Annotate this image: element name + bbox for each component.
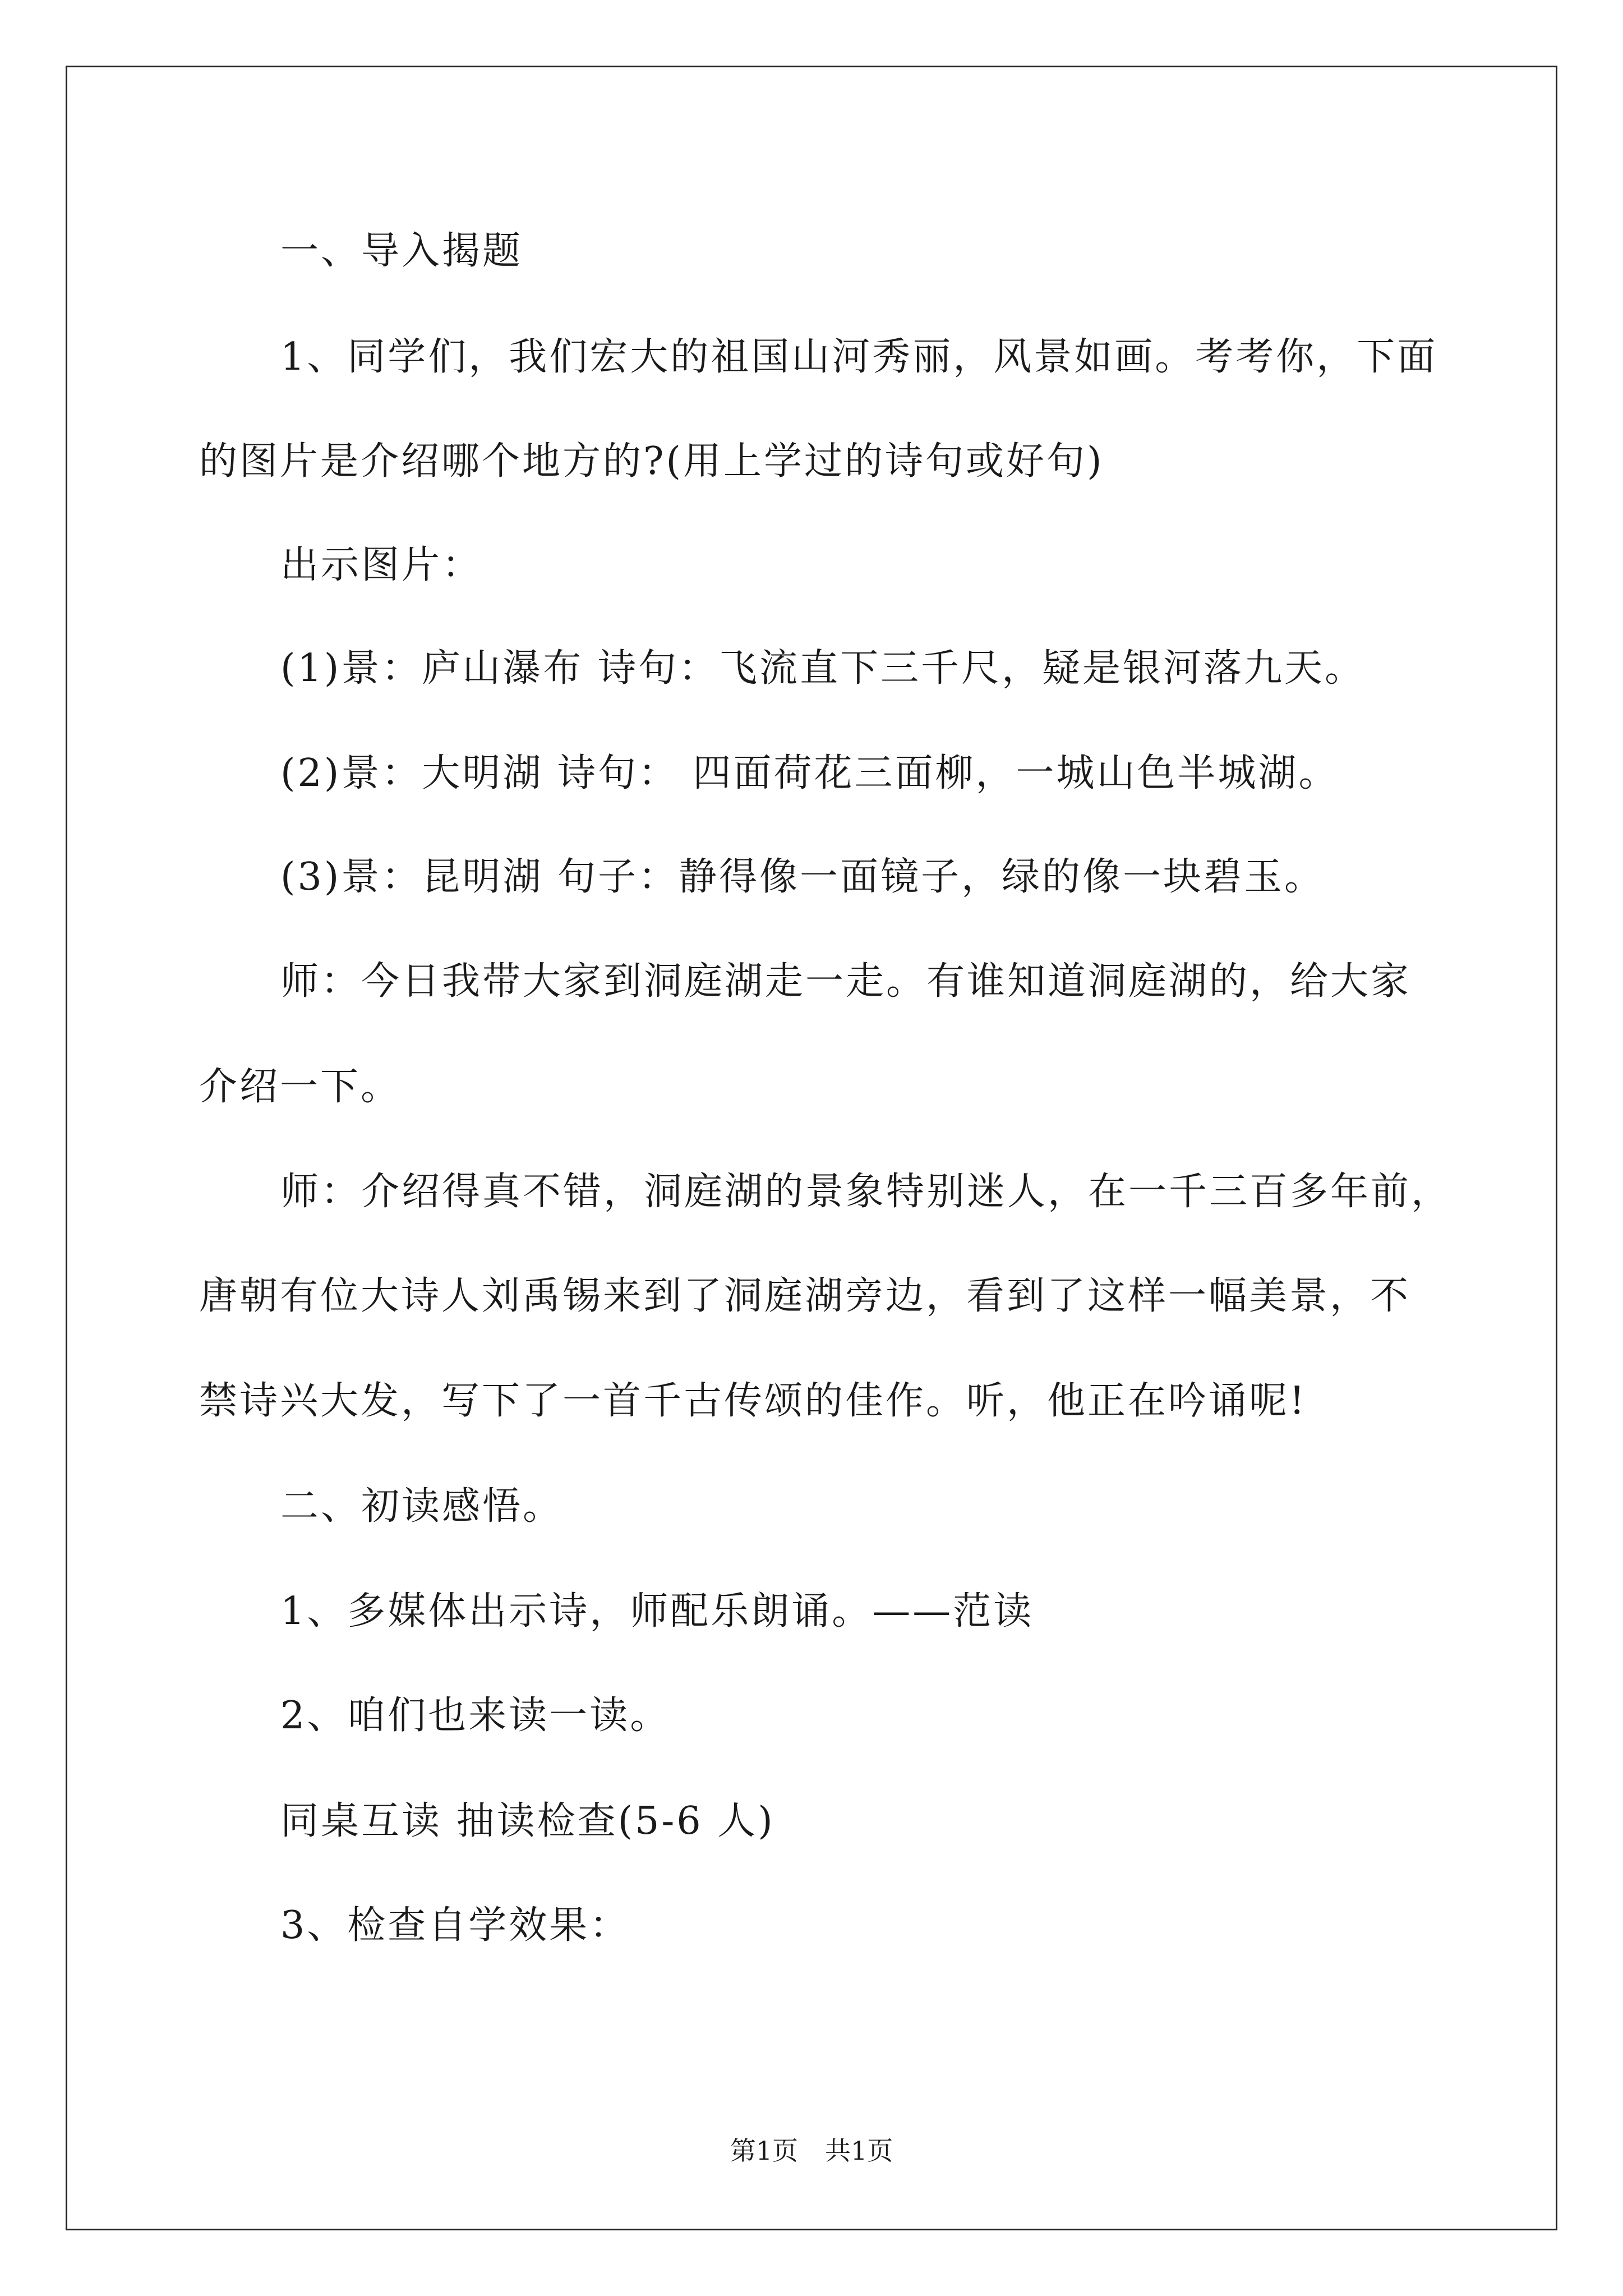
paragraph-line: 1、同学们，我们宏大的祖国山河秀丽，风景如画。考考你，下面 — [280, 335, 1438, 379]
page-number: 第1页 — [730, 2136, 798, 2166]
paragraph-line: 同桌互读 抽读检查(5-6 人) — [280, 1799, 775, 1843]
scene-item-3: (3)景：昆明湖 句子：静得像一面镜子，绿的像一块碧玉。 — [280, 855, 1325, 899]
heading-import: 一、导入揭题 — [280, 229, 523, 273]
heading-first-reading: 二、初读感悟。 — [280, 1484, 564, 1529]
paragraph-line: 2、咱们也来读一读。 — [280, 1694, 671, 1738]
paragraph-line: 出示图片： — [280, 543, 483, 587]
page-footer — [0, 2135, 1623, 2166]
paragraph-line: 师：今日我带大家到洞庭湖走一走。有谁知道洞庭湖的，给大家 — [280, 959, 1412, 1004]
paragraph-line: 唐朝有位大诗人刘禹锡来到了洞庭湖旁边，看到了这样一幅美景，不 — [199, 1274, 1411, 1318]
paragraph-line: 禁诗兴大发，写下了一首千古传颂的佳作。听，他正在吟诵呢! — [199, 1379, 1307, 1423]
scene-item-1: (1)景：庐山瀑布 诗句：飞流直下三千尺，疑是银河落九天。 — [280, 646, 1365, 691]
paragraph-line: 师：介绍得真不错，洞庭湖的景象特别迷人，在一千三百多年前， — [280, 1170, 1452, 1214]
page-total: 共1页 — [825, 2136, 893, 2166]
scene-item-2: (2)景：大明湖 诗句： 四面荷花三面柳，一城山色半城湖。 — [280, 751, 1339, 795]
paragraph-line: 3、检查自学效果： — [280, 1903, 630, 1948]
paragraph-line: 的图片是介绍哪个地方的?(用上学过的诗句或好句) — [199, 439, 1104, 484]
paragraph-line: 1、多媒体出示诗，师配乐朗诵。——范读 — [280, 1589, 1034, 1634]
paragraph-line: 介绍一下。 — [199, 1065, 402, 1109]
